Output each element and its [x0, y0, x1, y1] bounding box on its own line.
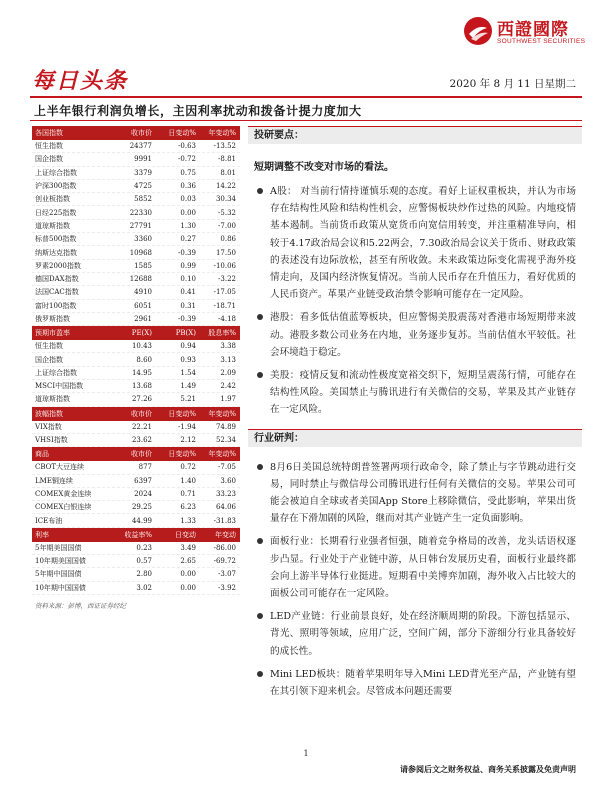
- table-cell: 罗素2000指数: [35, 261, 81, 270]
- table-cell: 0.36: [180, 182, 196, 191]
- market-data-table: [32, 126, 240, 610]
- table-cell: ICE布油: [35, 516, 63, 525]
- table-cell: 3.60: [220, 476, 236, 485]
- table-row: [32, 488, 240, 501]
- table-cell: 0.31: [180, 301, 196, 310]
- table-row: [32, 393, 240, 406]
- key-points-list: [248, 183, 582, 419]
- bullet-dot-icon: [257, 671, 263, 677]
- table-cell: 5年期美国国债: [35, 543, 82, 552]
- source-note: 资料来源：彭博，西证证券经纪: [35, 601, 126, 610]
- table-cell: 4725: [134, 182, 152, 191]
- table-cell: 24377: [129, 142, 152, 151]
- page-title: 每日头条: [32, 69, 129, 94]
- table-cell: 上证综合指数: [35, 168, 77, 177]
- table-cell: 29.25: [131, 503, 152, 512]
- table-cell: 877: [138, 463, 152, 472]
- table-cell: 0.72: [180, 463, 196, 472]
- table-cell: 13.68: [131, 382, 152, 391]
- table-cell: 道琼斯指数: [35, 395, 70, 404]
- table-cell: -7.00: [218, 221, 236, 230]
- table-row: [32, 568, 240, 581]
- industry-list: [248, 459, 582, 701]
- logo-english-name: SOUTHWEST SECURITIES: [497, 38, 586, 45]
- table-cell: 道琼斯指数: [35, 221, 70, 230]
- table-cell: 2961: [134, 315, 152, 323]
- table-cell: 6.23: [180, 503, 196, 512]
- table-cell: 1.49: [180, 382, 196, 391]
- table-cell: 0.27: [180, 235, 196, 244]
- table-row: [32, 140, 240, 153]
- bullet-item: [248, 608, 582, 660]
- bullet-item: [248, 666, 582, 700]
- table-cell: 3360: [134, 235, 152, 244]
- bullet-item: [248, 459, 582, 528]
- table-cell: -31.83: [213, 516, 236, 525]
- bullet-item: [248, 183, 582, 303]
- table-cell: 10年期中国国债: [35, 583, 86, 592]
- table-cell: 27.26: [131, 395, 152, 404]
- section-subheading: 短期调整不改变对市场的看法。: [254, 162, 394, 173]
- header-cell: 日变动%: [168, 129, 196, 137]
- bullet-dot-icon: [257, 613, 263, 619]
- header-cell: 利率: [35, 530, 49, 539]
- table-cell: 0.00: [180, 583, 196, 592]
- header-cell: 年变动%: [208, 409, 236, 418]
- bullet-item: [248, 309, 582, 361]
- table-row: [32, 434, 240, 447]
- header-cell: 日变动%: [168, 409, 196, 418]
- bullet-text: Mini LED板块：随着苹果明年导入Mini LED背光至产品，产业链有望在其引领下迎来机会。尽管成本问题还需要: [270, 668, 576, 698]
- table-cell: -0.39: [178, 248, 196, 257]
- table-cell: -69.72: [213, 557, 236, 566]
- table-cell: 0.00: [180, 570, 196, 579]
- table-section-header: [32, 447, 240, 461]
- header-cell: 收益率%: [124, 530, 152, 539]
- table-cell: -4.18: [218, 315, 236, 323]
- table-cell: -7.05: [218, 463, 236, 472]
- page-number: 1: [303, 749, 309, 758]
- table-cell: -17.05: [213, 288, 236, 297]
- table-cell: 3379: [134, 168, 152, 177]
- table-cell: 74.89: [215, 422, 236, 431]
- bullet-text: LED产业链：行业前景良好，处在经济顺周期的阶段。下游包括显示、背光、照明等领域，应用广泛，空间广阔，部分下游细分行业具备较好的成长性。: [270, 611, 576, 657]
- table-cell: 沪深300指数: [35, 182, 77, 191]
- table-cell: 6051: [134, 301, 152, 310]
- table-cell: -3.92: [218, 583, 236, 592]
- table-cell: 国企指数: [35, 155, 63, 164]
- table-cell: 0.23: [136, 543, 152, 552]
- header-cell: 商品: [35, 450, 49, 459]
- table-row: [32, 206, 240, 219]
- table-cell: -86.00: [213, 543, 236, 552]
- bullet-text: 港股：看多低估值蓝筹板块，但应警惕美股震荡对香港市场短期带来波动。港股多数公司业务在内地，业务逐步复苏。当前估值水平较低。社会环境趋于稳定。: [270, 312, 576, 358]
- table-cell: 德国DAX指数: [35, 275, 79, 284]
- header-cell: 年变动%: [208, 450, 236, 459]
- bullet-dot-icon: [257, 314, 263, 320]
- table-cell: 10968: [129, 248, 152, 257]
- header-cell: 波幅指数: [35, 409, 63, 418]
- table-cell: -5.32: [218, 208, 236, 217]
- table-cell: 5.21: [180, 395, 196, 404]
- headline: 上半年银行利润负增长，主因利率扰动和拨备计提力度加大: [34, 104, 362, 118]
- table-cell: 法国CAC指数: [35, 288, 79, 297]
- table-cell: 64.06: [215, 503, 236, 512]
- logo-chinese-name: 西證國際: [497, 20, 569, 40]
- section-title-key-points: 投研要点：: [248, 126, 582, 144]
- logo-mark-icon: [463, 16, 493, 46]
- report-date: 2020 年 8 月 11 日星期二: [449, 78, 576, 90]
- table-cell: 22.21: [131, 422, 152, 431]
- main-content: [248, 126, 582, 706]
- header-cell: 收市价: [131, 129, 152, 137]
- bullet-item: [248, 533, 582, 602]
- table-row: [32, 340, 240, 353]
- table-cell: 33.23: [215, 489, 236, 498]
- table-cell: 6397: [134, 476, 152, 485]
- table-cell: 3.13: [220, 355, 236, 364]
- table-row: [32, 180, 240, 193]
- table-cell: 0.10: [180, 275, 196, 284]
- table-cell: -18.71: [213, 301, 236, 310]
- table-cell: 10年期美国国债: [35, 557, 86, 566]
- header-cell: 年变动: [215, 530, 236, 539]
- table-cell: 2.09: [220, 368, 236, 377]
- table-cell: 17.50: [215, 248, 236, 257]
- table-cell: 3.02: [136, 583, 152, 592]
- table-cell: CBOT大豆连续: [35, 463, 85, 472]
- table-cell: 2.80: [136, 570, 152, 579]
- bullet-text: 8月6日美国总统特朗普签署两项行政命令，除了禁止与字节跳动进行交易，同时禁止与微信母公司腾讯进行任何有关微信的交易。苹果公司可能会被迫自全球或者美国App Store上移除微信，受此影响，苹果出货量存在下滑加剧的风险，继而对其产业链产生一定负面影响。: [270, 461, 576, 525]
- table-cell: 22330: [129, 208, 152, 217]
- header-cell: 日变动%: [168, 450, 196, 459]
- table-cell: 2.65: [180, 557, 196, 566]
- table-cell: 14.95: [131, 368, 152, 377]
- table-cell: VHSI指数: [35, 436, 68, 445]
- table-cell: 0.41: [180, 288, 196, 297]
- table-cell: 8.60: [136, 355, 152, 364]
- header-cell: 收市价: [131, 409, 152, 418]
- table-cell: 12688: [129, 275, 152, 284]
- table-cell: -13.52: [213, 142, 236, 151]
- table-row: [32, 286, 240, 299]
- bullet-dot-icon: [257, 188, 263, 194]
- table-cell: 纳斯达克指数: [35, 248, 77, 257]
- table-cell: 52.34: [215, 436, 236, 445]
- table-cell: 标普500指数: [35, 235, 77, 244]
- table-row: [32, 313, 240, 326]
- table-cell: -0.72: [178, 155, 196, 164]
- bullet-text: A股： 对当前行情持谨慎乐观的态度。看好上证权重板块，并认为市场存在结构性风险和结构性机会，应警惕板块炒作过热的风险。内地疫情基本遏制。当前货币政策从宽货币向宽信用转变，并注重精准导向，相较于4.17政治局会议和5.22两会，7.30政治局会议关于货币、财政政策的表述没有边际放松，甚至有所收敛。未来政策边际变化需视乎海外疫情走向，及国内经济恢复情况。当前人民币存在升值压力，看好优质的人民币资产。革果产业链受政治禁令影响可能存在一定风险。: [270, 186, 576, 301]
- table-cell: VIX指数: [35, 422, 62, 431]
- table-row: [32, 167, 240, 180]
- table-row: [32, 514, 240, 527]
- table-cell: -1.94: [178, 422, 196, 431]
- header-cell: 收市价: [131, 450, 152, 459]
- table-cell: 恒生指数: [35, 142, 63, 151]
- table-cell: -10.06: [213, 261, 236, 270]
- bullet-text: 面板行业：长期看行业强者恒强，随着竞争格局的改善，龙头话语权逐步凸显。行业处于产业链中游，从日韩台发展历史看，面板行业最终都会向上游半导体行业挺进。短期看中美博弈加剧，海外收入占比较大的面板公司可能存在一定风险。: [270, 536, 576, 600]
- table-row: [32, 421, 240, 434]
- table-cell: 5年期中国国债: [35, 570, 82, 579]
- table-cell: 国企指数: [35, 355, 63, 364]
- table-cell: -0.39: [178, 315, 196, 323]
- table-cell: MSCI中国指数: [35, 382, 84, 391]
- table-cell: LME铜连续: [35, 476, 73, 485]
- table-row: [32, 260, 240, 273]
- header-cell: PB(X): [175, 329, 196, 338]
- table-row: [32, 367, 240, 380]
- table-cell: 14.22: [215, 182, 236, 191]
- table-cell: 30.34: [215, 195, 236, 204]
- table-cell: 8.01: [220, 168, 236, 177]
- table-cell: 4910: [134, 288, 152, 297]
- table-cell: 0.00: [180, 208, 196, 217]
- header-rule: [30, 96, 582, 98]
- table-section-header: [32, 126, 240, 140]
- bullet-text: 美股：疫情反复和流动性极度宽裕交织下，短期呈震荡行情，可能存在结构性风险。美国禁止与腾讯进行有关微信的交易，苹果及其产业链存在一定风险。: [270, 370, 576, 416]
- table-cell: -8.81: [218, 155, 236, 164]
- disclaimer-footer: 请参阅后文之财务权益、商务关系披露及免责声明: [400, 765, 576, 774]
- table-cell: -3.07: [218, 570, 236, 579]
- table-cell: 富时100指数: [35, 301, 77, 310]
- table-cell: 1.40: [180, 476, 196, 485]
- header-cell: 年变动%: [208, 129, 236, 137]
- bullet-dot-icon: [257, 464, 263, 470]
- table-section-header: [32, 326, 240, 340]
- table-row: [32, 501, 240, 514]
- table-cell: 上证综合指数: [35, 368, 77, 377]
- table-cell: 0.75: [180, 168, 196, 177]
- bullet-item: [248, 367, 582, 419]
- table-row: [32, 475, 240, 488]
- table-cell: 0.94: [180, 342, 196, 351]
- table-row: [32, 555, 240, 568]
- table-cell: 2.12: [180, 436, 196, 445]
- table-row: [32, 542, 240, 555]
- table-row: [32, 153, 240, 166]
- table-cell: 1.54: [180, 368, 196, 377]
- table-cell: 5852: [134, 195, 152, 204]
- table-cell: -0.63: [178, 142, 196, 151]
- table-cell: 恒生指数: [35, 342, 63, 351]
- table-cell: 27791: [129, 221, 152, 230]
- table-cell: 俄罗斯指数: [35, 315, 70, 323]
- section-title-industry: 行业研判：: [248, 429, 582, 447]
- table-row: [32, 273, 240, 286]
- table-cell: 0.86: [220, 235, 236, 244]
- table-cell: 44.99: [131, 516, 152, 525]
- table-row: [32, 233, 240, 246]
- table-cell: 2024: [134, 489, 152, 498]
- bullet-dot-icon: [257, 538, 263, 544]
- table-row: [32, 461, 240, 474]
- table-section-header: [32, 528, 240, 542]
- table-cell: 1.33: [180, 516, 196, 525]
- table-cell: COMEX黄金连续: [35, 489, 92, 498]
- table-cell: 1585: [134, 261, 152, 270]
- table-cell: 0.57: [136, 557, 152, 566]
- headline-rule: [30, 120, 582, 121]
- table-cell: 10.43: [131, 342, 152, 351]
- table-row: [32, 582, 240, 595]
- table-cell: 日经225指数: [35, 208, 77, 217]
- header-cell: 各国指数: [35, 129, 63, 137]
- header-cell: 预期市盈率: [35, 329, 70, 338]
- table-cell: 0.99: [180, 261, 196, 270]
- table-cell: 3.49: [180, 543, 196, 552]
- table-row: [32, 353, 240, 366]
- table-cell: 2.42: [220, 382, 236, 391]
- header-cell: 日变动: [175, 530, 196, 539]
- table-cell: 1.30: [180, 221, 196, 230]
- table-row: [32, 220, 240, 233]
- table-cell: 0.71: [180, 489, 196, 498]
- header-cell: 股息率%: [208, 329, 236, 338]
- bullet-dot-icon: [257, 372, 263, 378]
- table-cell: 3.38: [220, 342, 236, 351]
- table-cell: 0.03: [180, 195, 196, 204]
- table-cell: -3.22: [218, 275, 236, 284]
- header-cell: PE(X): [131, 329, 152, 338]
- table-row: [32, 380, 240, 393]
- table-cell: 23.62: [131, 436, 152, 445]
- table-cell: COMEX白银连续: [35, 503, 92, 512]
- table-row: [32, 300, 240, 313]
- table-row: [32, 246, 240, 259]
- table-cell: 9991: [134, 155, 152, 164]
- table-cell: 0.93: [180, 355, 196, 364]
- table-section-header: [32, 407, 240, 421]
- table-cell: 创业板指数: [35, 195, 70, 204]
- table-row: [32, 193, 240, 206]
- table-cell: 1.97: [220, 395, 236, 404]
- company-logo: [463, 12, 586, 56]
